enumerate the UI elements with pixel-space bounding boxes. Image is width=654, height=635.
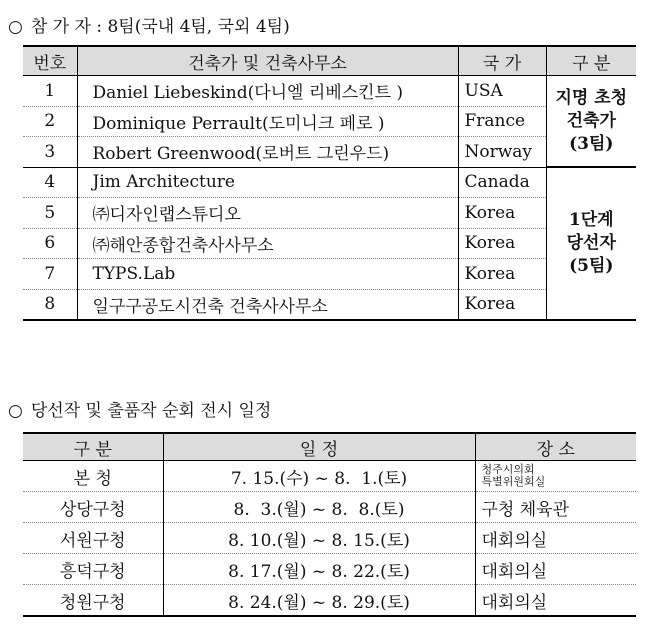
country: Korea [458,289,546,320]
table-row [23,554,636,585]
table-row [23,228,636,259]
schedule-header-row [23,433,636,461]
country: Norway [458,137,546,168]
header-category: 구 분 [546,46,636,76]
category-line: 1단계 [568,210,614,230]
schedule-date: 8. 10.(월) ~ 8. 15.(토) [163,523,475,554]
row-number: 3 [23,137,77,168]
venue: 구청 체육관 [475,492,636,523]
country: Korea [458,228,546,259]
category-line: 지명 초청 [555,87,628,108]
table-row [23,167,636,198]
table-row [23,106,636,137]
table-row [23,523,636,554]
venue: 대회의실 [475,554,636,585]
row-number: 6 [23,228,77,259]
architect-name: Robert Greenwood(로버트 그린우드) [77,137,458,168]
row-number: 8 [23,289,77,320]
section1-title-text: 참 가 자 : 8팀(국내 4팀, 국외 4팀) [30,17,290,37]
header-schedule: 일 정 [163,433,475,461]
category-invited [546,76,636,168]
category-line: 건축가 [566,110,616,131]
category-line: 당선자 [566,233,616,253]
table-row [23,585,636,617]
table-row [23,461,636,492]
header-number: 번호 [23,46,77,76]
venue: 대회의실 [475,585,636,617]
office-name: 청원구청 [23,585,163,617]
venue [475,461,636,492]
table-row [23,137,636,168]
office-name: 상당구청 [23,492,163,523]
schedule-date: 8. 24.(월) ~ 8. 29.(토) [163,585,475,617]
circle-bullet-icon: ○ [8,401,23,421]
category-line: (3팀) [569,133,614,154]
circle-bullet-icon: ○ [8,17,23,37]
category-stage1 [546,167,636,320]
venue-line: 청주시의회 [481,463,535,476]
architect-name: 일구구공도시건축 건축사사무소 [77,289,458,320]
header-architect: 건축가 및 건축사무소 [77,46,458,76]
section2-title [8,396,271,421]
country: USA [458,76,546,107]
office-name: 본 청 [23,461,163,492]
office-name: 서원구청 [23,523,163,554]
venue-line: 특별위원회실 [481,475,546,488]
section1-title [8,12,290,37]
row-number: 7 [23,259,77,290]
category-line: (5팀) [569,256,614,276]
country: Canada [458,167,546,198]
schedule-date: 8. 17.(월) ~ 8. 22.(토) [163,554,475,585]
country: France [458,106,546,137]
row-number: 2 [23,106,77,137]
table-row [23,76,636,107]
venue: 대회의실 [475,523,636,554]
header-country: 국 가 [458,46,546,76]
exhibition-schedule-table [23,432,636,617]
architect-name: Jim Architecture [77,167,458,198]
architect-name: Dominique Perrault(도미니크 페로 ) [77,106,458,137]
table-row [23,198,636,229]
office-name: 흥덕구청 [23,554,163,585]
schedule-date: 7. 15.(수) ~ 8. 1.(토) [163,461,475,492]
row-number: 1 [23,76,77,107]
country: Korea [458,198,546,229]
participants-header-row [23,46,636,76]
architect-name: ㈜디자인랩스튜디오 [77,198,458,229]
architect-name: Daniel Liebeskind(다니엘 리베스킨트 ) [77,76,458,107]
table-row [23,289,636,320]
country: Korea [458,259,546,290]
schedule-date: 8. 3.(월) ~ 8. 8.(토) [163,492,475,523]
row-number: 5 [23,198,77,229]
architect-name: TYPS.Lab [77,259,458,290]
table-row [23,492,636,523]
participants-table [23,45,636,321]
header-place: 장 소 [475,433,636,461]
row-number: 4 [23,167,77,198]
table-row [23,259,636,290]
section2-title-text: 당선작 및 출품작 순회 전시 일정 [30,401,272,421]
header-office: 구 분 [23,433,163,461]
architect-name: ㈜해안종합건축사사무소 [77,228,458,259]
